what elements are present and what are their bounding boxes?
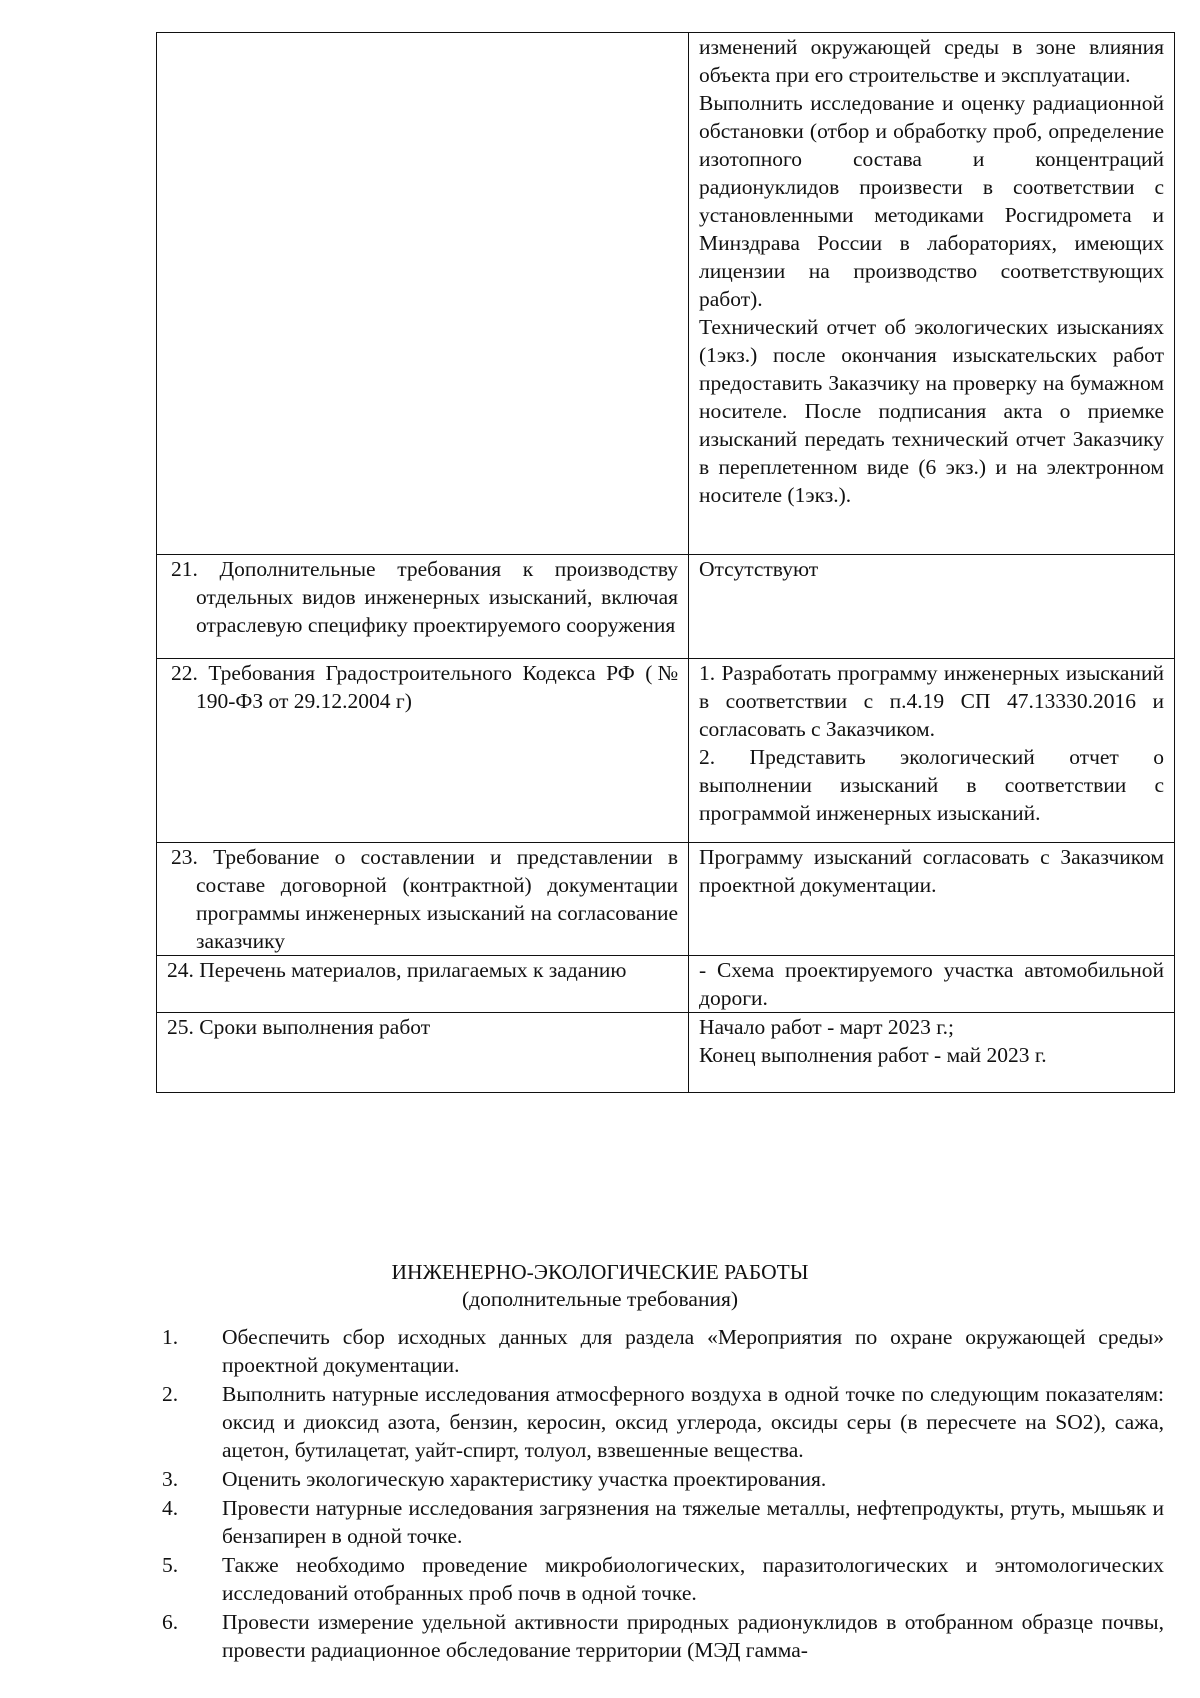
row-value: Конец выполнения работ - май 2023 г. [699, 1043, 1047, 1067]
cell-paragraph: Выполнить исследование и оценку радиационной обстановки (отбор и обработку проб, определение изотопного состава и концентраций радионуклидов произвести в соответствии с установленными методиками Росгидромета и Минздрава России в лабораториях, имеющих лицензии на производство соответствующих работ). [699, 91, 1164, 311]
table-row-21 [157, 555, 1175, 659]
cell-paragraph: изменений окружающей среды в зоне влияния объекта при его строительстве и эксплуатации. [699, 35, 1164, 87]
section-subtitle: (дополнительные требования) [461, 1287, 738, 1311]
row-value: Отсутствуют [699, 557, 819, 581]
list-item-number: 1. [162, 1325, 179, 1349]
list-item [156, 1323, 1164, 1379]
row-value: 2. Представить экологический отчет о выполнении изысканий в соответствии с программой инженерных изысканий. [699, 745, 1164, 825]
row-value-cell [689, 1013, 1175, 1093]
row-label: 23. Требование о составлении и представлении в составе договорной (контрактной) документации программы инженерных изысканий на согласование заказчику [171, 845, 678, 953]
list-item-number: 3. [162, 1467, 179, 1491]
row-value-cell [689, 843, 1175, 956]
table-cell-continuation [689, 33, 1175, 555]
list-item [156, 1494, 1164, 1550]
requirements-table [156, 32, 1175, 1093]
list-item-text: Оценить экологическую характеристику участка проектирования. [222, 1467, 827, 1491]
list-item [156, 1465, 1164, 1493]
table-row-24 [157, 956, 1175, 1013]
table-row-23 [157, 843, 1175, 956]
list-item-number: 4. [162, 1496, 179, 1520]
row-value: Программу изысканий согласовать с Заказчиком проектной документации. [699, 845, 1164, 897]
list-item [156, 1380, 1164, 1464]
row-label-cell [157, 843, 689, 956]
row-value: Начало работ - март 2023 г.; [699, 1015, 954, 1039]
row-label-cell [157, 956, 689, 1013]
row-label: 25. Сроки выполнения работ [167, 1015, 431, 1039]
list-item-text: Также необходимо проведение микробиологических, паразитологических и энтомологических исследований отобранных проб почв в одной точке. [222, 1553, 1164, 1605]
list-item-number: 5. [162, 1553, 179, 1577]
table-row-continuation [157, 33, 1175, 555]
row-value: 1. Разработать программу инженерных изысканий в соответствии с п.4.19 СП 47.13330.2016 и согласовать с Заказчиком. [699, 661, 1164, 741]
list-item-number: 6. [162, 1610, 179, 1634]
row-label: 21. Дополнительные требования к производству отдельных видов инженерных изысканий, включая отраслевую специфику проектируемого сооружения [171, 557, 678, 637]
row-value: - Схема проектируемого участка автомобильной дороги. [699, 958, 1164, 1010]
requirements-list [156, 1323, 1164, 1665]
list-item-text: Обеспечить сбор исходных данных для раздела «Мероприятия по охране окружающей среды» проектной документации. [222, 1325, 1164, 1377]
list-item-text: Провести измерение удельной активности природных радионуклидов в отобранном образце почвы, провести радиационное обследование территории (МЭД гамма- [222, 1610, 1164, 1662]
row-label: 24. Перечень материалов, прилагаемых к заданию [167, 958, 627, 982]
row-label-cell [157, 555, 689, 659]
cell-paragraph: Технический отчет об экологических изысканиях (1экз.) после окончания изыскательских работ предоставить Заказчику на проверку на бумажном носителе. После подписания акта о приемке изысканий передать технический отчет Заказчику в переплетенном виде (6 экз.) и на электронном носителе (1экз.). [699, 315, 1164, 507]
table-row-25 [157, 1013, 1175, 1093]
list-item [156, 1551, 1164, 1607]
table-cell-empty [157, 33, 689, 555]
row-value-cell [689, 956, 1175, 1013]
row-label-cell [157, 1013, 689, 1093]
row-value-cell [689, 659, 1175, 843]
list-item-text: Провести натурные исследования загрязнения на тяжелые металлы, нефтепродукты, ртуть, мышьяк и бензапирен в одной точке. [222, 1496, 1164, 1548]
list-item-number: 2. [162, 1382, 179, 1406]
list-item-text: Выполнить натурные исследования атмосферного воздуха в одной точке по следующим показателям: оксид и диоксид азота, бензин, керосин, оксид углерода, оксиды серы (в пересчете на SO2), сажа, ацетон, бутилацетат, уайт-спирт, толуол, взвешенные вещества. [222, 1382, 1164, 1462]
table-row-22 [157, 659, 1175, 843]
row-label-cell [157, 659, 689, 843]
row-label: 22. Требования Градостроительного Кодекса РФ (№ 190-ФЗ от 29.12.2004 г) [171, 661, 678, 713]
list-item [156, 1608, 1164, 1664]
section-title: ИНЖЕНЕРНО-ЭКОЛОГИЧЕСКИЕ РАБОТЫ [391, 1260, 809, 1284]
row-value-cell [689, 555, 1175, 659]
